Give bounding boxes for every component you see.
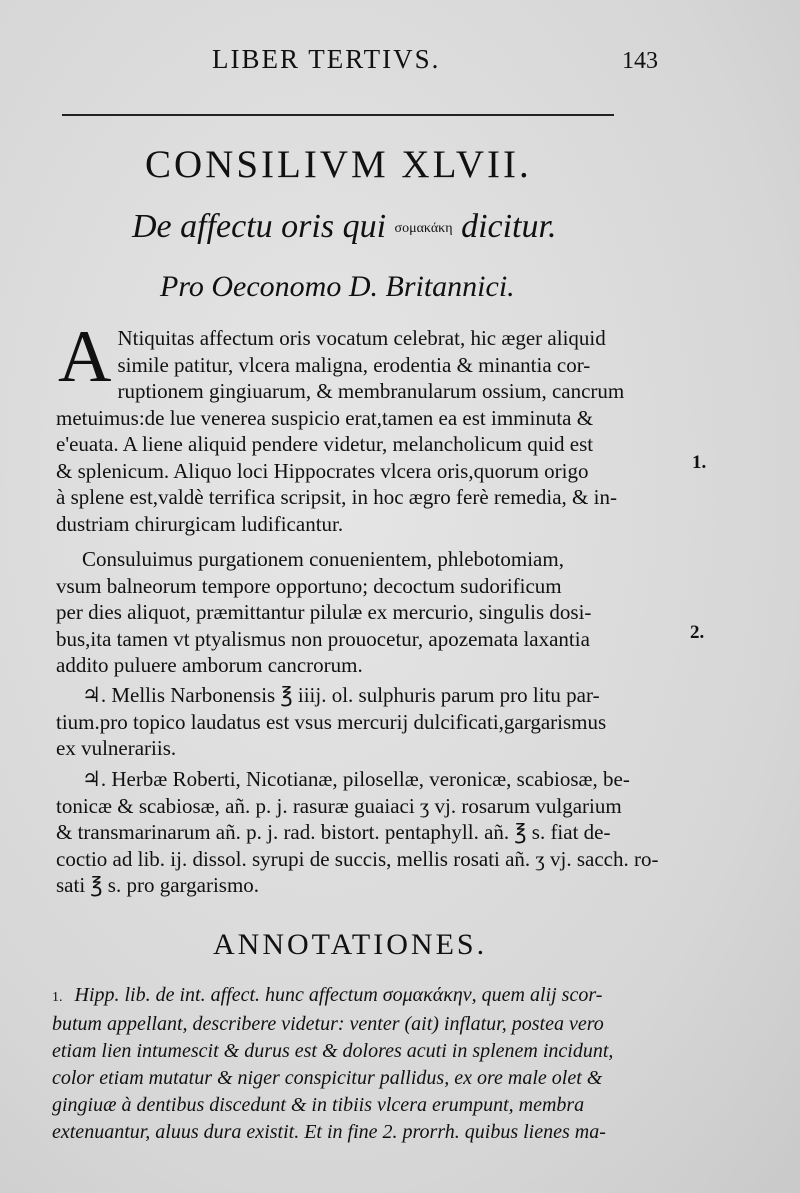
paragraph-2 [56,546,654,679]
annotation-line: Hipp. lib. de int. affect. hunc affectum σομακάκην, quem alij scor- [74,984,603,1006]
running-title: LIBER TERTIVS. [212,44,441,74]
chapter-heading: CONSILIVM XLVII. [145,143,532,186]
running-head [0,44,800,84]
text-line: simile patitur, vlcera maligna, erodentia & minantia cor- [117,352,591,377]
text-line: per dies aliquot, præmittantur pilulæ ex mercurio, singulis dosi- [56,600,592,624]
text-line: à splene est,valdè terrifica scripsit, in hoc ægro ferè remedia, & in- [56,485,617,509]
text-line: ♃. Mellis Narbonensis ℥ iiij. ol. sulphuris parum pro litu par- [82,683,600,707]
subtitle-prefix: De affectu oris qui [132,208,387,245]
text-line [52,982,662,1011]
text-line: & splenicum. Aliquo loci Hippocrates vlcera oris,quorum origo [56,458,589,483]
text-line: addito puluere amborum cancrorum. [56,653,363,677]
header-rule [62,114,614,116]
page-number: 143 [622,48,658,74]
drop-capital: A [58,316,112,398]
annotation-marker: 1. [52,990,63,1005]
text-line: extenuantur, aluus dura existit. Et in fine 2. prorrh. quibus lienes ma- [52,1121,606,1143]
text-line: Consuluimus purgationem conuenientem, phlebotomiam, [82,547,564,571]
text-line: color etiam mutatur & niger conspicitur pallidus, ex ore male olet & [52,1067,603,1089]
margin-note-1: 1. [692,452,707,473]
text-line: ruptionem gingiuarum, & membranularum ossium, cancrum [117,379,625,403]
text-line: e'euata. A liene aliquid pendere videtur, melancholicum quid est [56,432,594,456]
chapter-subtitle [132,208,556,246]
margin-note-2: 2. [690,622,705,643]
annotations-heading: ANNOTATIONES. [213,928,488,961]
text-line: tium.pro topico laudatus est vsus mercurij dulcificati,gargarismus [56,709,607,734]
text-line: bus,ita tamen vt ptyalismus non prouocetur, apozemata laxantia [56,626,590,651]
text-line: dustriam chirurgicam ludificantur. [56,511,344,536]
text-line: coctio ad lib. ij. dissol. syrupi de succis, mellis rosati añ. ʒ vj. sacch. ro- [56,846,659,871]
text-line: ex vulnerariis. [56,736,177,760]
annotations-text [52,982,662,1146]
text-line: sati ℥ s. pro gargarismo. [56,873,260,897]
paragraph-1 [56,316,654,537]
text-line: metuimus:de lue venerea suspicio erat,tamen ea est imminuta & [56,405,594,430]
text-line: ♃. Herbæ Roberti, Nicotianæ, pilosellæ, veronicæ, scabiosæ, be- [82,767,630,791]
text-line: gingiuæ à dentibus discedunt & in tibiis vlcera erumpunt, membra [52,1094,585,1116]
text-line: butum appellant, describere videtur: venter (ait) inflatur, postea vero [52,1013,604,1035]
paragraph-3 [56,682,654,762]
text-line: vsum balneorum tempore opportuno; decoctum sudorificum [56,573,562,598]
text-line: etiam lien intumescit & durus est & dolores acuti in splenem incidunt, [52,1040,614,1062]
text-line: & transmarinarum añ. p. j. rad. bistort. pentaphyll. añ. ℥ s. fiat de- [56,820,611,844]
patron-line: Pro Oeconomo D. Britannici. [160,270,515,303]
text-line: Ntiquitas affectum oris vocatum celebrat, hic æger aliquid [117,326,606,350]
subtitle-greek: σομακάκη [394,221,453,237]
subtitle-suffix: dicitur. [461,208,557,245]
text-line: tonicæ & scabiosæ, añ. p. j. rasuræ guaiaci ʒ vj. rosarum vulgarium [56,793,622,818]
paragraph-4 [56,766,659,899]
